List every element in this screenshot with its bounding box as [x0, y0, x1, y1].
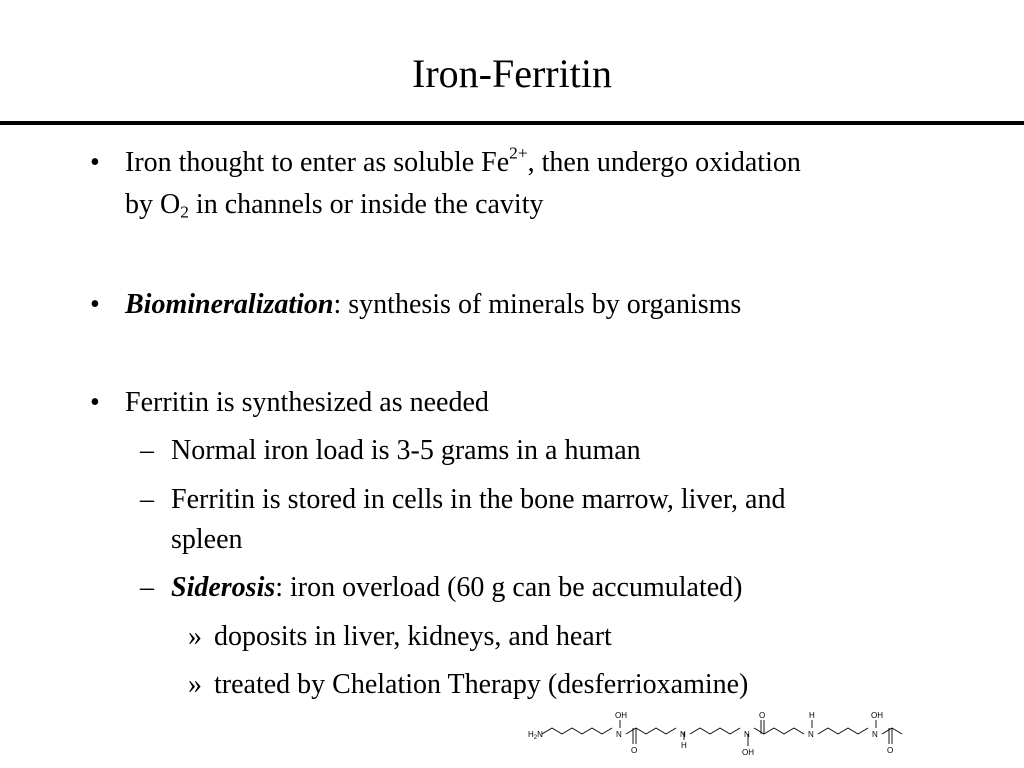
bullet-text-line: Iron thought to enter as soluble $Fe^{2+}$, then undergo oxidation: [125, 143, 801, 178]
sub-sub-bullet-text: treated by Chelation Therapy (desferrioxamine): [214, 669, 749, 700]
oxygen-label: O: [631, 746, 638, 755]
amine-label: $H_2N$: [528, 730, 543, 741]
nitrogen-label: N: [808, 730, 814, 739]
hydrogen-label: H: [681, 741, 687, 750]
oxygen-label: O: [887, 746, 894, 755]
sub-bullet-text: Ferritin is stored in cells in the bone marrow, liver, and: [171, 484, 786, 515]
bullet-marker: •: [90, 147, 100, 178]
emphasized-term: Biomineralization: [125, 289, 334, 320]
sub-bullet-text: Normal iron load is 3-5 grams in a human: [171, 435, 641, 466]
nitrogen-label: N: [744, 730, 750, 739]
molecule-bonds: [542, 720, 902, 746]
nitrogen-label: N: [680, 730, 686, 739]
slide-title: Iron-Ferritin: [412, 51, 612, 96]
sub-sub-bullet-marker: »: [188, 621, 202, 652]
oxygen-label: O: [759, 711, 766, 720]
superscript-charge: 2+: [509, 143, 528, 163]
hydroxyl-label: OH: [615, 711, 627, 720]
sub-sub-bullet-text: doposits in liver, kidneys, and heart: [214, 621, 612, 652]
hydroxyl-label: OH: [742, 748, 754, 757]
bullet-text-line: Ferritin is synthesized as needed: [125, 387, 489, 418]
nitrogen-label: N: [872, 730, 878, 739]
sub-bullet-marker: –: [140, 435, 154, 466]
sub-sub-bullet-marker: »: [188, 669, 202, 700]
bullet-text-line: Biomineralization: synthesis of minerals by organisms: [125, 289, 742, 320]
subscript-count: 2: [180, 202, 189, 222]
bullet-marker: •: [90, 289, 100, 320]
bullet-marker: •: [90, 387, 100, 418]
sub-bullet-text: spleen: [171, 524, 243, 555]
hydroxyl-label: OH: [871, 711, 883, 720]
sub-bullet-marker: –: [140, 572, 154, 603]
bullet-text-line: by $O_2$ in channels or inside the cavity: [125, 189, 544, 222]
sub-bullet-marker: –: [140, 484, 154, 515]
desferrioxamine-structure-diagram: [526, 708, 912, 764]
title-divider: [0, 121, 1024, 125]
hydrogen-label: H: [809, 711, 815, 720]
emphasized-term: Siderosis: [171, 572, 276, 603]
sub-bullet-text: Siderosis: iron overload (60 g can be accumulated): [171, 572, 743, 603]
nitrogen-label: N: [616, 730, 622, 739]
